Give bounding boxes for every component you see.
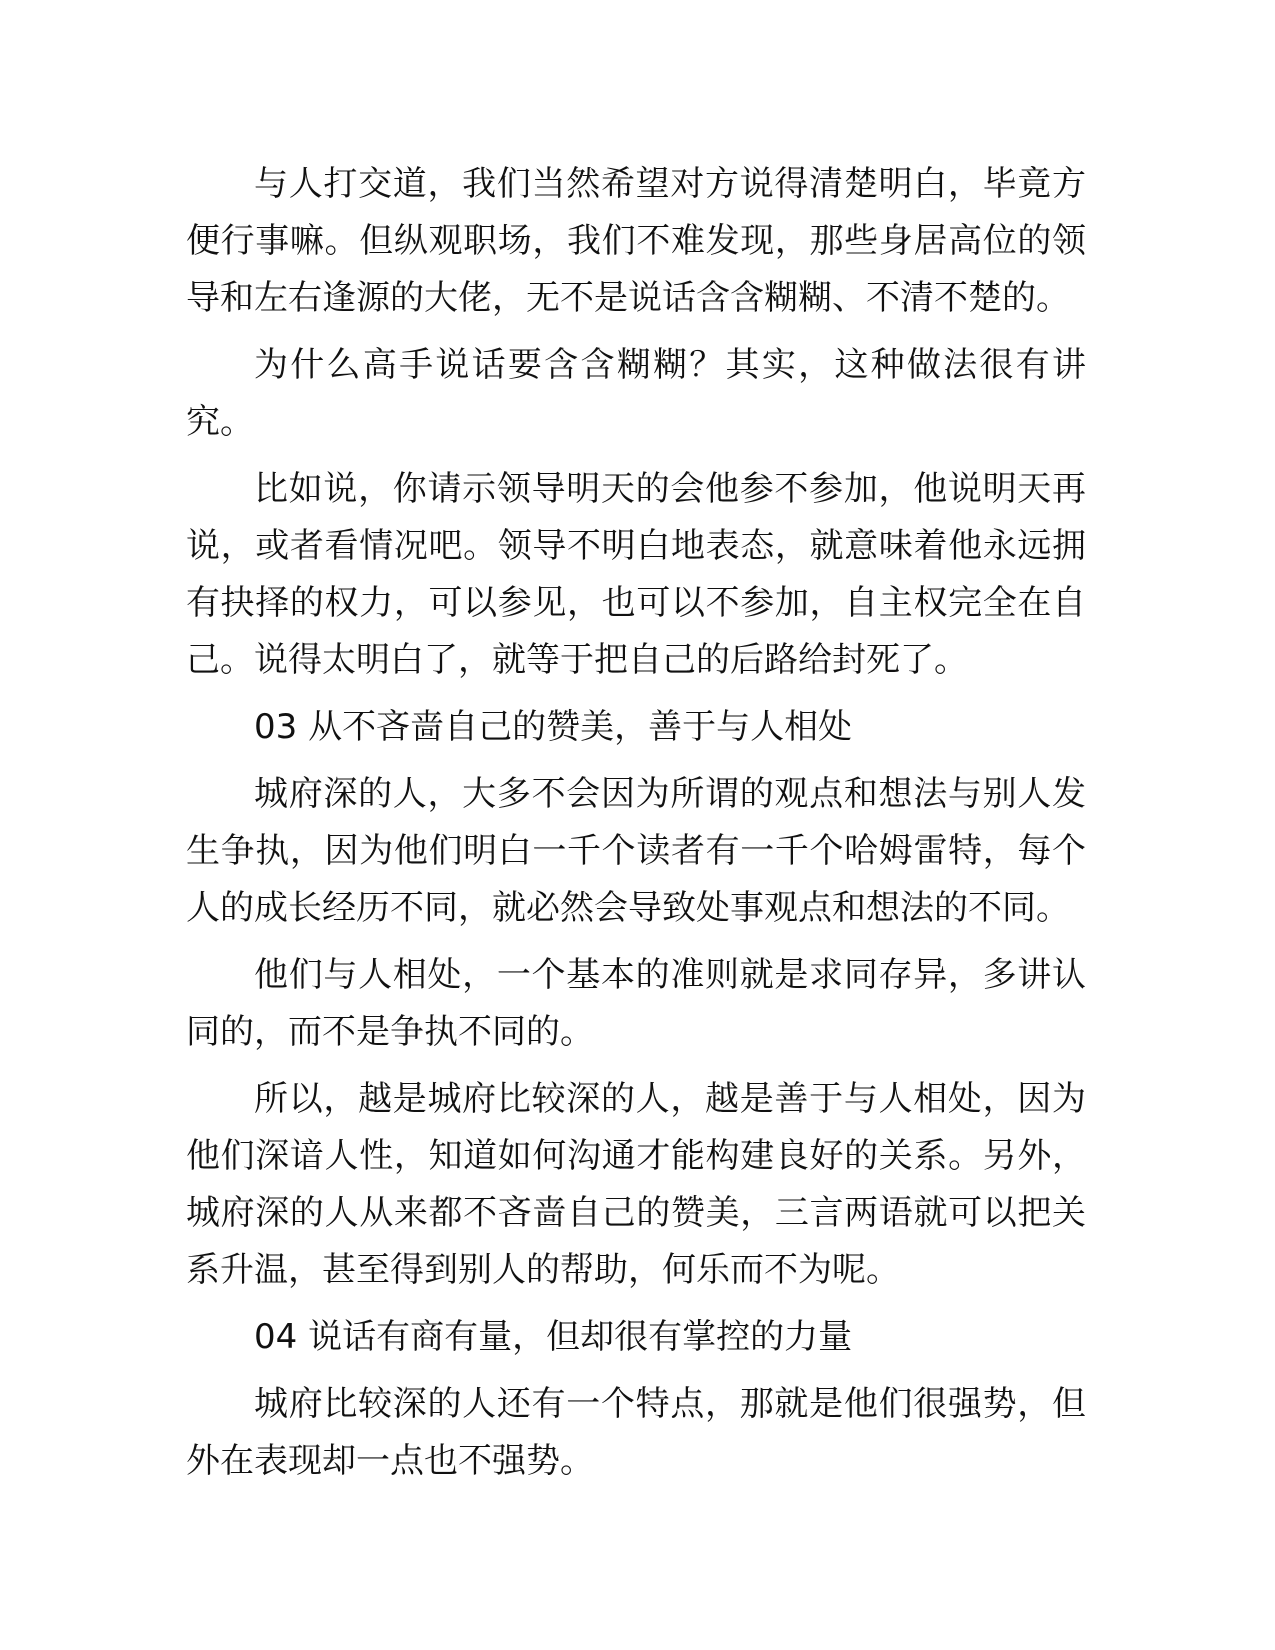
paragraph: 所以，越是城府比较深的人，越是善于与人相处，因为他们深谙人性，知道如何沟通才能构建良好的关系。另外，城府深的人从来都不吝啬自己的赞美，三言两语就可以把关系升温，甚至得到别人的帮助，何乐而不为呢。 — [186, 1079, 1086, 1290]
paragraph: 为什么高手说话要含含糊糊？其实，这种做法很有讲究。 — [186, 345, 1086, 442]
section-heading: 04 说话有商有量，但却很有掌控的力量 — [254, 1317, 853, 1357]
section-heading: 03 从不吝啬自己的赞美，善于与人相处 — [254, 707, 853, 747]
paragraph: 与人打交道，我们当然希望对方说得清楚明白，毕竟方便行事嘛。但纵观职场，我们不难发现，那些身居高位的领导和左右逢源的大佬，无不是说话含含糊糊、不清不楚的。 — [186, 164, 1086, 318]
paragraph: 比如说，你请示领导明天的会他参不参加，他说明天再说，或者看情况吧。领导不明白地表态，就意味着他永远拥有抉择的权力，可以参见，也可以不参加，自主权完全在自己。说得太明白了，就等于把自己的后路给封死了。 — [186, 469, 1086, 680]
paragraph: 城府深的人，大多不会因为所谓的观点和想法与别人发生争执，因为他们明白一千个读者有一千个哈姆雷特，每个人的成长经历不同，就必然会导致处事观点和想法的不同。 — [186, 774, 1086, 928]
paragraph: 城府比较深的人还有一个特点，那就是他们很强势，但外在表现却一点也不强势。 — [186, 1384, 1086, 1481]
document-body — [186, 156, 1086, 1500]
paragraph: 他们与人相处，一个基本的准则就是求同存异，多讲认同的，而不是争执不同的。 — [186, 955, 1086, 1052]
